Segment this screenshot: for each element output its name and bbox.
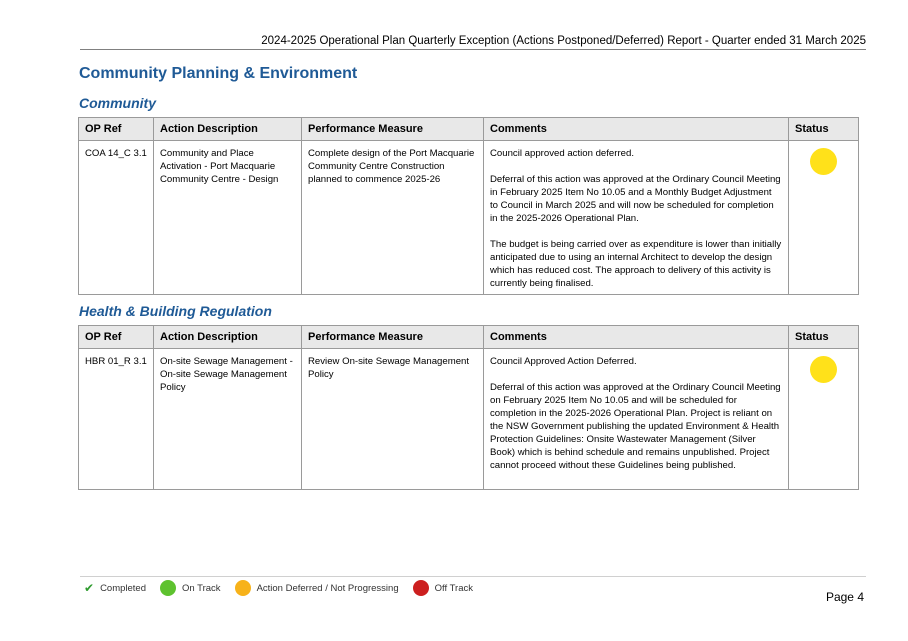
action-description-cell: On-site Sewage Management - On-site Sewage Management Policy — [154, 349, 302, 490]
col-status: Status — [789, 118, 859, 141]
comment-paragraph: Deferral of this action was approved at the Ordinary Council Meeting on February 2025 Item No 10.05 and will be scheduled for completion in the 2025-2026 Operational Plan. Project is reliant on the NSW Government publishing the updated Environment & Health Protection Guidelines: Onsite Wastewater Management (Silver Book) which is behind schedule and remains unpublished. Project cannot proceed without these Guidelines being published. — [490, 382, 781, 471]
subsection-title-community: Community — [79, 95, 156, 111]
col-performance-measure: Performance Measure — [302, 326, 484, 349]
legend-label: On Track — [182, 582, 221, 594]
action-description-cell: Community and Place Activation - Port Macquarie Community Centre - Design — [154, 141, 302, 295]
comment-paragraph: Council approved action deferred. — [490, 148, 634, 159]
col-status: Status — [789, 326, 859, 349]
status-yellow-dot-icon — [810, 356, 837, 383]
check-icon: ✔ — [84, 581, 95, 595]
table-row — [79, 349, 859, 490]
comment-paragraph: The budget is being carried over as expenditure is lower than initially anticipated due to using an internal Architect to develop the design which has reduced cost. The approach to delivery of this activity is currently being finalised. — [490, 239, 782, 289]
legend-label: Action Deferred / Not Progressing — [256, 582, 399, 594]
green-dot-icon — [160, 580, 176, 596]
subsection-title-health: Health & Building Regulation — [79, 303, 272, 319]
col-op-ref: OP Ref — [79, 326, 154, 349]
table-row — [79, 141, 859, 295]
col-performance-measure: Performance Measure — [302, 118, 484, 141]
legend-label: Off Track — [434, 582, 473, 594]
header-title: 2024-2025 Operational Plan Quarterly Exception (Actions Postponed/Deferred) Report - Quarter ended 31 March 2025 — [261, 35, 866, 47]
status-cell — [789, 141, 859, 295]
comments-cell — [484, 349, 789, 490]
comment-paragraph: Council Approved Action Deferred. — [490, 356, 637, 367]
legend-deferred — [235, 580, 399, 596]
col-op-ref: OP Ref — [79, 118, 154, 141]
col-comments: Comments — [484, 326, 789, 349]
table-header-row — [79, 118, 859, 141]
status-legend — [84, 580, 487, 596]
status-cell — [789, 349, 859, 490]
performance-measure-cell: Review On-site Sewage Management Policy — [302, 349, 484, 490]
page-header — [80, 34, 866, 50]
footer-divider — [80, 576, 866, 577]
red-dot-icon — [413, 580, 429, 596]
section-title: Community Planning & Environment — [79, 65, 358, 82]
status-yellow-dot-icon — [810, 148, 837, 175]
comments-cell — [484, 141, 789, 295]
orange-dot-icon — [235, 580, 251, 596]
op-ref-cell: HBR 01_R 3.1 — [79, 349, 154, 490]
legend-on-track — [160, 580, 221, 596]
performance-measure-cell: Complete design of the Port Macquarie Community Centre Construction planned to commence 2025-26 — [302, 141, 484, 295]
community-table — [78, 117, 859, 295]
comment-paragraph: Deferral of this action was approved at the Ordinary Council Meeting in February 2025 Item No 10.05 and a Monthly Budget Adjustment to Council in March 2025 and will now be scheduled for completion in the 2025-2026 Operational Plan. — [490, 174, 781, 224]
legend-label: Completed — [100, 582, 147, 594]
op-ref-cell: COA 14_C 3.1 — [79, 141, 154, 295]
col-comments: Comments — [484, 118, 789, 141]
table-header-row — [79, 326, 859, 349]
col-action-description: Action Description — [154, 326, 302, 349]
legend-off-track — [413, 580, 473, 596]
page-number: Page 4 — [825, 590, 864, 604]
col-action-description: Action Description — [154, 118, 302, 141]
health-building-table — [78, 325, 859, 490]
legend-completed — [84, 581, 146, 595]
